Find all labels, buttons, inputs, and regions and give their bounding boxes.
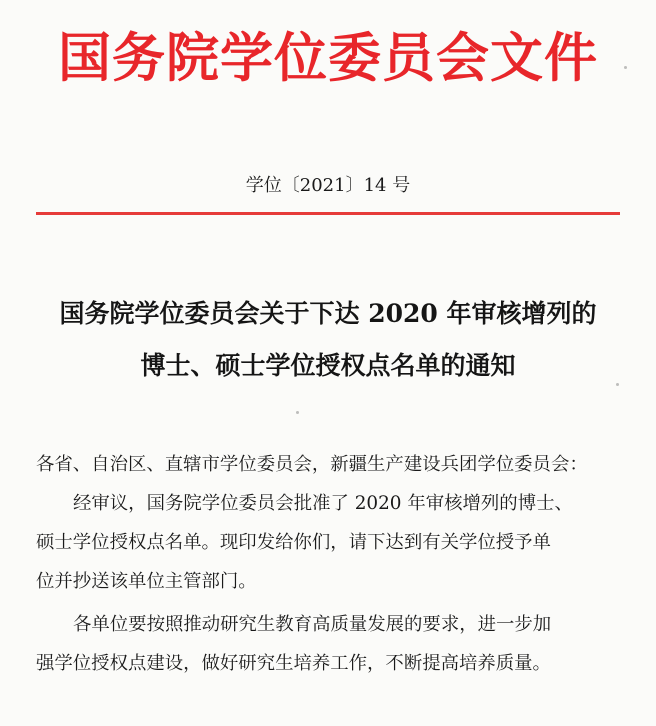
paragraph-1-line-2: 硕士学位授权点名单。现印发给你们，请下达到有关学位授予单 [36,532,551,553]
paragraph-1-line-1: 经审议，国务院学位委员会批准了 2020 年审核增列的博士、 [73,493,573,514]
scan-speck [624,66,627,69]
notice-body [36,445,626,683]
paragraph-2-line-1: 各单位要按照推动研究生教育高质量发展的要求，进一步加 [73,614,552,635]
notice-title-line-1: 国务院学位委员会关于下达 2020 年审核增列的 [59,299,597,328]
scan-speck [616,383,619,386]
notice-title-line-2: 博士、硕士学位授权点名单的通知 [140,351,516,380]
red-divider-rule [36,212,620,215]
document-number: 学位〔2021〕14 号 [245,175,411,196]
paragraph-1-line-3: 位并抄送该单位主管部门。 [36,571,257,592]
paragraph-2-line-2: 强学位授权点建设，做好研究生培养工作，不断提高培养质量。 [36,653,551,674]
notice-title [0,288,656,392]
scan-speck [296,411,299,414]
document-header-title: 国务院学位委员会文件 [58,27,598,89]
salutation: 各省、自治区、直辖市学位委员会，新疆生产建设兵团学位委员会： [36,454,588,475]
